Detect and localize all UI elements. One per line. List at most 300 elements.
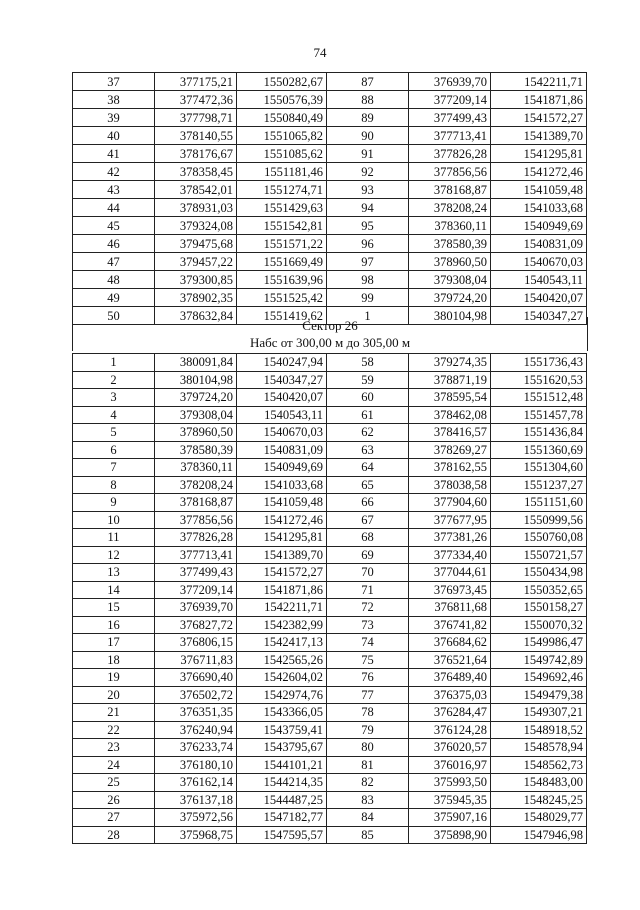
point-number-cell: 24 bbox=[73, 756, 155, 774]
coordinate-cell: 377856,56 bbox=[409, 163, 491, 181]
coordinate-cell: 378038,58 bbox=[409, 476, 491, 494]
coordinate-cell: 378208,24 bbox=[155, 476, 237, 494]
point-number-cell: 70 bbox=[327, 564, 409, 582]
table-row bbox=[73, 181, 587, 199]
table-row bbox=[73, 581, 587, 599]
point-number-cell: 7 bbox=[73, 459, 155, 477]
point-number-cell: 18 bbox=[73, 651, 155, 669]
coordinate-cell: 1544101,21 bbox=[237, 756, 327, 774]
table-row bbox=[73, 721, 587, 739]
point-number-cell: 58 bbox=[327, 354, 409, 372]
coordinate-cell: 379475,68 bbox=[155, 235, 237, 253]
coordinate-cell: 378358,45 bbox=[155, 163, 237, 181]
coordinate-cell: 376137,18 bbox=[155, 791, 237, 809]
coordinate-cell: 377677,95 bbox=[409, 511, 491, 529]
coordinate-cell: 1541389,70 bbox=[491, 127, 587, 145]
point-number-cell: 80 bbox=[327, 739, 409, 757]
coordinate-cell: 1541871,86 bbox=[491, 91, 587, 109]
point-number-cell: 46 bbox=[73, 235, 155, 253]
coordinate-cell: 1548483,00 bbox=[491, 774, 587, 792]
point-number-cell: 84 bbox=[327, 809, 409, 827]
coordinate-cell: 380104,98 bbox=[409, 307, 491, 325]
coordinate-cell: 1550434,98 bbox=[491, 564, 587, 582]
coordinate-cell: 378360,11 bbox=[409, 217, 491, 235]
point-number-cell: 48 bbox=[73, 271, 155, 289]
coordinate-cell: 1551639,96 bbox=[237, 271, 327, 289]
point-number-cell: 71 bbox=[327, 581, 409, 599]
point-number-cell: 89 bbox=[327, 109, 409, 127]
point-number-cell: 1 bbox=[327, 307, 409, 325]
coordinate-cell: 1549986,47 bbox=[491, 634, 587, 652]
coordinate-cell: 1541033,68 bbox=[237, 476, 327, 494]
sector-header bbox=[72, 317, 588, 351]
coordinate-cell: 376973,45 bbox=[409, 581, 491, 599]
point-number-cell: 97 bbox=[327, 253, 409, 271]
coordinate-cell: 1540347,27 bbox=[237, 371, 327, 389]
point-number-cell: 19 bbox=[73, 669, 155, 687]
coordinate-cell: 1549692,46 bbox=[491, 669, 587, 687]
coordinate-cell: 378416,57 bbox=[409, 424, 491, 442]
coordinate-cell: 378168,87 bbox=[409, 181, 491, 199]
table-row bbox=[73, 424, 587, 442]
coordinate-cell: 376684,62 bbox=[409, 634, 491, 652]
coordinate-cell: 1543795,67 bbox=[237, 739, 327, 757]
point-number-cell: 3 bbox=[73, 389, 155, 407]
coordinate-cell: 1551571,22 bbox=[237, 235, 327, 253]
coordinate-cell: 1541295,81 bbox=[237, 529, 327, 547]
table-row bbox=[73, 511, 587, 529]
coordinate-cell: 376521,64 bbox=[409, 651, 491, 669]
coordinate-cell: 377334,40 bbox=[409, 546, 491, 564]
coordinate-cell: 1549307,21 bbox=[491, 704, 587, 722]
coordinate-cell: 1551736,43 bbox=[491, 354, 587, 372]
coordinate-cell: 376502,72 bbox=[155, 686, 237, 704]
coordinate-cell: 1551237,27 bbox=[491, 476, 587, 494]
coordinates-table-top-body bbox=[73, 73, 587, 325]
coordinate-cell: 375945,35 bbox=[409, 791, 491, 809]
coordinate-cell: 376375,03 bbox=[409, 686, 491, 704]
coordinate-cell: 1540247,94 bbox=[237, 354, 327, 372]
table-row bbox=[73, 564, 587, 582]
coordinate-cell: 1548918,52 bbox=[491, 721, 587, 739]
coordinate-cell: 378208,24 bbox=[409, 199, 491, 217]
point-number-cell: 50 bbox=[73, 307, 155, 325]
coordinate-cell: 378580,39 bbox=[409, 235, 491, 253]
point-number-cell: 91 bbox=[327, 145, 409, 163]
coordinate-cell: 1551669,49 bbox=[237, 253, 327, 271]
point-number-cell: 5 bbox=[73, 424, 155, 442]
table-row bbox=[73, 354, 587, 372]
point-number-cell: 4 bbox=[73, 406, 155, 424]
coordinate-cell: 377381,26 bbox=[409, 529, 491, 547]
coordinate-cell: 1550352,65 bbox=[491, 581, 587, 599]
point-number-cell: 8 bbox=[73, 476, 155, 494]
point-number-cell: 67 bbox=[327, 511, 409, 529]
table-row bbox=[73, 739, 587, 757]
coordinate-cell: 377209,14 bbox=[155, 581, 237, 599]
coordinate-cell: 1542211,71 bbox=[491, 73, 587, 91]
coordinate-cell: 377209,14 bbox=[409, 91, 491, 109]
coordinate-cell: 1551419,62 bbox=[237, 307, 327, 325]
table-row bbox=[73, 669, 587, 687]
table-row bbox=[73, 459, 587, 477]
coordinate-cell: 1548562,73 bbox=[491, 756, 587, 774]
table-row bbox=[73, 756, 587, 774]
coordinate-cell: 1542974,76 bbox=[237, 686, 327, 704]
point-number-cell: 85 bbox=[327, 826, 409, 844]
coordinate-cell: 376939,70 bbox=[155, 599, 237, 617]
coordinate-cell: 1550282,67 bbox=[237, 73, 327, 91]
coordinate-cell: 1542382,99 bbox=[237, 616, 327, 634]
table-row bbox=[73, 91, 587, 109]
table-row bbox=[73, 145, 587, 163]
coordinate-cell: 1551436,84 bbox=[491, 424, 587, 442]
coordinate-cell: 1551151,60 bbox=[491, 494, 587, 512]
coordinate-cell: 376233,74 bbox=[155, 739, 237, 757]
coordinate-cell: 378902,35 bbox=[155, 289, 237, 307]
coordinate-cell: 1540949,69 bbox=[237, 459, 327, 477]
point-number-cell: 87 bbox=[327, 73, 409, 91]
coordinate-cell: 1547946,98 bbox=[491, 826, 587, 844]
coordinate-cell: 377904,60 bbox=[409, 494, 491, 512]
coordinate-cell: 376690,40 bbox=[155, 669, 237, 687]
table-row bbox=[73, 371, 587, 389]
table-row bbox=[73, 704, 587, 722]
point-number-cell: 10 bbox=[73, 511, 155, 529]
coordinate-cell: 378931,03 bbox=[155, 199, 237, 217]
coordinate-cell: 1551525,42 bbox=[237, 289, 327, 307]
coordinate-cell: 378360,11 bbox=[155, 459, 237, 477]
coordinate-cell: 376827,72 bbox=[155, 616, 237, 634]
point-number-cell: 11 bbox=[73, 529, 155, 547]
point-number-cell: 37 bbox=[73, 73, 155, 91]
point-number-cell: 39 bbox=[73, 109, 155, 127]
coordinate-cell: 377826,28 bbox=[155, 529, 237, 547]
coordinate-cell: 1550721,57 bbox=[491, 546, 587, 564]
coordinate-cell: 378269,27 bbox=[409, 441, 491, 459]
point-number-cell: 83 bbox=[327, 791, 409, 809]
point-number-cell: 69 bbox=[327, 546, 409, 564]
coordinate-cell: 377175,21 bbox=[155, 73, 237, 91]
coordinate-cell: 376180,10 bbox=[155, 756, 237, 774]
point-number-cell: 94 bbox=[327, 199, 409, 217]
coordinate-cell: 1542211,71 bbox=[237, 599, 327, 617]
table-row bbox=[73, 686, 587, 704]
point-number-cell: 82 bbox=[327, 774, 409, 792]
table-row bbox=[73, 73, 587, 91]
coordinate-cell: 1540543,11 bbox=[237, 406, 327, 424]
coordinate-cell: 1544487,25 bbox=[237, 791, 327, 809]
point-number-cell: 40 bbox=[73, 127, 155, 145]
coordinate-cell: 1541389,70 bbox=[237, 546, 327, 564]
point-number-cell: 66 bbox=[327, 494, 409, 512]
coordinate-cell: 376811,68 bbox=[409, 599, 491, 617]
point-number-cell: 17 bbox=[73, 634, 155, 652]
coordinate-cell: 1541871,86 bbox=[237, 581, 327, 599]
coordinate-cell: 1540347,27 bbox=[491, 307, 587, 325]
coordinate-cell: 375907,16 bbox=[409, 809, 491, 827]
coordinates-table-top bbox=[72, 72, 587, 325]
table-row bbox=[73, 289, 587, 307]
point-number-cell: 63 bbox=[327, 441, 409, 459]
coordinate-cell: 1551304,60 bbox=[491, 459, 587, 477]
point-number-cell: 98 bbox=[327, 271, 409, 289]
coordinate-cell: 1550760,08 bbox=[491, 529, 587, 547]
point-number-cell: 44 bbox=[73, 199, 155, 217]
coordinate-cell: 1550576,39 bbox=[237, 91, 327, 109]
point-number-cell: 9 bbox=[73, 494, 155, 512]
coordinate-cell: 378542,01 bbox=[155, 181, 237, 199]
table-row bbox=[73, 109, 587, 127]
coordinate-cell: 1548245,25 bbox=[491, 791, 587, 809]
coordinate-cell: 379724,20 bbox=[409, 289, 491, 307]
point-number-cell: 27 bbox=[73, 809, 155, 827]
coordinate-cell: 379300,85 bbox=[155, 271, 237, 289]
coordinate-cell: 1541272,46 bbox=[237, 511, 327, 529]
coordinate-cell: 1548029,77 bbox=[491, 809, 587, 827]
point-number-cell: 12 bbox=[73, 546, 155, 564]
coordinate-cell: 377499,43 bbox=[409, 109, 491, 127]
sector-subtitle: Набс от 300,00 м до 305,00 м bbox=[249, 335, 411, 350]
coordinate-cell: 1550158,27 bbox=[491, 599, 587, 617]
point-number-cell: 13 bbox=[73, 564, 155, 582]
coordinate-cell: 376741,82 bbox=[409, 616, 491, 634]
coordinate-cell: 1540670,03 bbox=[491, 253, 587, 271]
point-number-cell: 75 bbox=[327, 651, 409, 669]
table-row bbox=[73, 809, 587, 827]
table-row bbox=[73, 494, 587, 512]
point-number-cell: 65 bbox=[327, 476, 409, 494]
coordinate-cell: 378162,55 bbox=[409, 459, 491, 477]
coordinate-cell: 377499,43 bbox=[155, 564, 237, 582]
coordinate-cell: 1551181,46 bbox=[237, 163, 327, 181]
coordinate-cell: 378462,08 bbox=[409, 406, 491, 424]
point-number-cell: 45 bbox=[73, 217, 155, 235]
coordinate-cell: 1547595,57 bbox=[237, 826, 327, 844]
coordinate-cell: 376284,47 bbox=[409, 704, 491, 722]
table-row bbox=[73, 127, 587, 145]
point-number-cell: 59 bbox=[327, 371, 409, 389]
coordinate-cell: 1551360,69 bbox=[491, 441, 587, 459]
coordinate-cell: 376240,94 bbox=[155, 721, 237, 739]
point-number-cell: 42 bbox=[73, 163, 155, 181]
sector-title: Сектор 26 bbox=[302, 318, 358, 333]
coordinate-cell: 1543366,05 bbox=[237, 704, 327, 722]
table-row bbox=[73, 389, 587, 407]
point-number-cell: 62 bbox=[327, 424, 409, 442]
point-number-cell: 38 bbox=[73, 91, 155, 109]
point-number-cell: 25 bbox=[73, 774, 155, 792]
coordinates-table-sector bbox=[72, 353, 587, 844]
coordinate-cell: 1549479,38 bbox=[491, 686, 587, 704]
coordinate-cell: 1541059,48 bbox=[237, 494, 327, 512]
point-number-cell: 41 bbox=[73, 145, 155, 163]
table-row bbox=[73, 616, 587, 634]
coordinate-cell: 1540831,09 bbox=[491, 235, 587, 253]
coordinate-cell: 380091,84 bbox=[155, 354, 237, 372]
coordinate-cell: 378960,50 bbox=[409, 253, 491, 271]
coordinate-cell: 376711,83 bbox=[155, 651, 237, 669]
coordinate-cell: 1551620,53 bbox=[491, 371, 587, 389]
point-number-cell: 96 bbox=[327, 235, 409, 253]
point-number-cell: 28 bbox=[73, 826, 155, 844]
coordinate-cell: 376020,57 bbox=[409, 739, 491, 757]
coordinate-cell: 375993,50 bbox=[409, 774, 491, 792]
coordinates-table-sector-body bbox=[73, 354, 587, 844]
point-number-cell: 23 bbox=[73, 739, 155, 757]
point-number-cell: 78 bbox=[327, 704, 409, 722]
coordinate-cell: 376806,15 bbox=[155, 634, 237, 652]
point-number-cell: 2 bbox=[73, 371, 155, 389]
coordinate-cell: 1550840,49 bbox=[237, 109, 327, 127]
point-number-cell: 92 bbox=[327, 163, 409, 181]
coordinate-cell: 379457,22 bbox=[155, 253, 237, 271]
coordinate-cell: 376351,35 bbox=[155, 704, 237, 722]
table-row bbox=[73, 235, 587, 253]
coordinate-cell: 1551542,81 bbox=[237, 217, 327, 235]
coordinate-cell: 1548578,94 bbox=[491, 739, 587, 757]
coordinate-cell: 378140,55 bbox=[155, 127, 237, 145]
coordinate-cell: 379724,20 bbox=[155, 389, 237, 407]
coordinate-cell: 377044,61 bbox=[409, 564, 491, 582]
point-number-cell: 90 bbox=[327, 127, 409, 145]
coordinate-cell: 1551085,62 bbox=[237, 145, 327, 163]
coordinate-cell: 379308,04 bbox=[409, 271, 491, 289]
point-number-cell: 26 bbox=[73, 791, 155, 809]
coordinate-cell: 375972,56 bbox=[155, 809, 237, 827]
table-row bbox=[73, 199, 587, 217]
coordinate-cell: 1551512,48 bbox=[491, 389, 587, 407]
point-number-cell: 95 bbox=[327, 217, 409, 235]
point-number-cell: 1 bbox=[73, 354, 155, 372]
point-number-cell: 16 bbox=[73, 616, 155, 634]
point-number-cell: 60 bbox=[327, 389, 409, 407]
coordinate-cell: 379274,35 bbox=[409, 354, 491, 372]
point-number-cell: 15 bbox=[73, 599, 155, 617]
coordinate-cell: 1541059,48 bbox=[491, 181, 587, 199]
point-number-cell: 47 bbox=[73, 253, 155, 271]
coordinate-cell: 375898,90 bbox=[409, 826, 491, 844]
point-number-cell: 6 bbox=[73, 441, 155, 459]
point-number-cell: 73 bbox=[327, 616, 409, 634]
coordinate-cell: 1550999,56 bbox=[491, 511, 587, 529]
coordinate-cell: 378960,50 bbox=[155, 424, 237, 442]
coordinate-cell: 1541033,68 bbox=[491, 199, 587, 217]
coordinate-cell: 1543759,41 bbox=[237, 721, 327, 739]
table-row bbox=[73, 529, 587, 547]
coordinate-cell: 375968,75 bbox=[155, 826, 237, 844]
coordinate-cell: 378871,19 bbox=[409, 371, 491, 389]
coordinate-cell: 377798,71 bbox=[155, 109, 237, 127]
point-number-cell: 64 bbox=[327, 459, 409, 477]
coordinate-cell: 377472,36 bbox=[155, 91, 237, 109]
table-row bbox=[73, 791, 587, 809]
coordinate-cell: 1540420,07 bbox=[491, 289, 587, 307]
coordinate-cell: 376016,97 bbox=[409, 756, 491, 774]
table-row bbox=[73, 253, 587, 271]
coordinate-cell: 1542565,26 bbox=[237, 651, 327, 669]
coordinate-cell: 1541295,81 bbox=[491, 145, 587, 163]
point-number-cell: 68 bbox=[327, 529, 409, 547]
point-number-cell: 61 bbox=[327, 406, 409, 424]
table-row bbox=[73, 634, 587, 652]
table-row bbox=[73, 271, 587, 289]
coordinate-cell: 1540420,07 bbox=[237, 389, 327, 407]
coordinate-cell: 1540543,11 bbox=[491, 271, 587, 289]
point-number-cell: 43 bbox=[73, 181, 155, 199]
table-row bbox=[73, 476, 587, 494]
table-row bbox=[73, 406, 587, 424]
table-row bbox=[73, 441, 587, 459]
coordinate-cell: 377713,41 bbox=[155, 546, 237, 564]
coordinate-cell: 378580,39 bbox=[155, 441, 237, 459]
point-number-cell: 14 bbox=[73, 581, 155, 599]
table-row bbox=[73, 651, 587, 669]
coordinate-cell: 376124,28 bbox=[409, 721, 491, 739]
point-number-cell: 21 bbox=[73, 704, 155, 722]
point-number-cell: 77 bbox=[327, 686, 409, 704]
coordinate-cell: 377826,28 bbox=[409, 145, 491, 163]
table-row bbox=[73, 217, 587, 235]
table-row bbox=[73, 546, 587, 564]
coordinate-cell: 379308,04 bbox=[155, 406, 237, 424]
coordinate-cell: 376939,70 bbox=[409, 73, 491, 91]
coordinate-cell: 1542417,13 bbox=[237, 634, 327, 652]
coordinate-cell: 378168,87 bbox=[155, 494, 237, 512]
coordinate-cell: 379324,08 bbox=[155, 217, 237, 235]
coordinate-cell: 380104,98 bbox=[155, 371, 237, 389]
table-row bbox=[73, 599, 587, 617]
point-number-cell: 99 bbox=[327, 289, 409, 307]
coordinate-cell: 1541572,27 bbox=[237, 564, 327, 582]
coordinate-cell: 376489,40 bbox=[409, 669, 491, 687]
coordinate-cell: 378632,84 bbox=[155, 307, 237, 325]
coordinate-cell: 377856,56 bbox=[155, 511, 237, 529]
point-number-cell: 20 bbox=[73, 686, 155, 704]
table-row bbox=[73, 826, 587, 844]
coordinate-cell: 1551274,71 bbox=[237, 181, 327, 199]
coordinate-cell: 1541272,46 bbox=[491, 163, 587, 181]
coordinate-cell: 1549742,89 bbox=[491, 651, 587, 669]
point-number-cell: 81 bbox=[327, 756, 409, 774]
coordinate-cell: 1551065,82 bbox=[237, 127, 327, 145]
point-number-cell: 74 bbox=[327, 634, 409, 652]
point-number-cell: 79 bbox=[327, 721, 409, 739]
coordinate-cell: 1540831,09 bbox=[237, 441, 327, 459]
coordinate-cell: 1550070,32 bbox=[491, 616, 587, 634]
table-row bbox=[73, 163, 587, 181]
coordinate-cell: 1547182,77 bbox=[237, 809, 327, 827]
coordinate-cell: 377713,41 bbox=[409, 127, 491, 145]
coordinate-cell: 376162,14 bbox=[155, 774, 237, 792]
coordinate-cell: 1551457,78 bbox=[491, 406, 587, 424]
coordinate-cell: 1544214,35 bbox=[237, 774, 327, 792]
point-number-cell: 72 bbox=[327, 599, 409, 617]
point-number-cell: 76 bbox=[327, 669, 409, 687]
coordinate-cell: 378176,67 bbox=[155, 145, 237, 163]
coordinate-cell: 378595,54 bbox=[409, 389, 491, 407]
coordinate-cell: 1551429,63 bbox=[237, 199, 327, 217]
point-number-cell: 93 bbox=[327, 181, 409, 199]
coordinate-cell: 1540949,69 bbox=[491, 217, 587, 235]
point-number-cell: 88 bbox=[327, 91, 409, 109]
page-number: 74 bbox=[313, 45, 327, 60]
coordinate-cell: 1540670,03 bbox=[237, 424, 327, 442]
point-number-cell: 22 bbox=[73, 721, 155, 739]
point-number-cell: 49 bbox=[73, 289, 155, 307]
coordinate-cell: 1542604,02 bbox=[237, 669, 327, 687]
coordinate-cell: 1541572,27 bbox=[491, 109, 587, 127]
